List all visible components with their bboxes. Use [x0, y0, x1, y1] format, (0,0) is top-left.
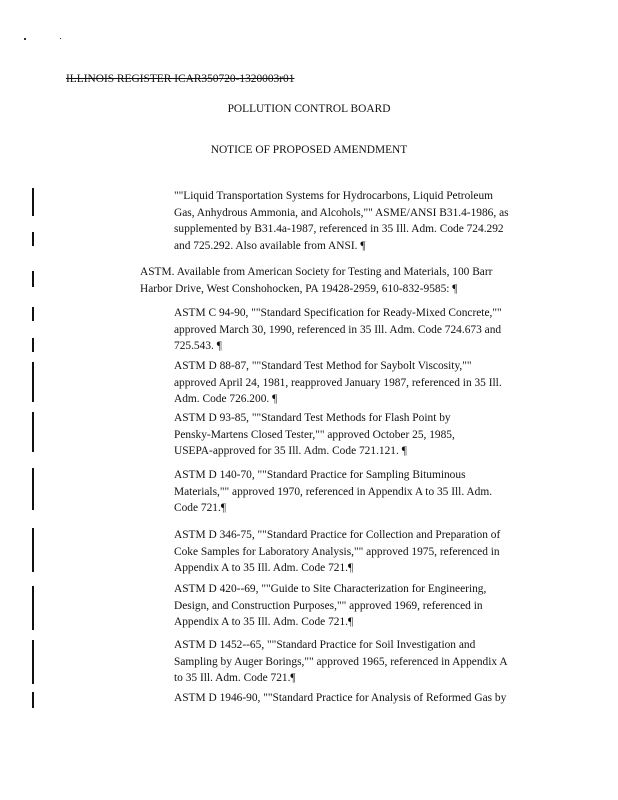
reference-entry-astm-d140 — [174, 467, 492, 517]
change-bar — [32, 412, 34, 452]
entry-line: Appendix A to 35 Ill. Adm. Code 721.¶ — [174, 562, 354, 574]
change-bar — [32, 232, 34, 246]
reference-entry-asme-b31-4 — [174, 188, 509, 254]
change-bar — [32, 338, 34, 352]
entry-line: 725.543. ¶ — [174, 340, 222, 352]
astm-intro-paragraph — [140, 264, 492, 297]
entry-line: ASTM C 94-90, ""Standard Specification for Ready-Mixed Concrete,"" — [174, 307, 502, 319]
change-bar — [32, 586, 34, 630]
entry-line: approved March 30, 1990, referenced in 35 Ill. Adm. Code 724.673 and — [174, 323, 502, 336]
change-bar — [32, 468, 34, 510]
change-bar — [32, 307, 34, 321]
board-title: POLLUTION CONTROL BOARD — [227, 103, 391, 115]
entry-line: supplemented by B31.4a-1987, referenced in 35 Ill. Adm. Code 724.292 — [174, 223, 504, 235]
scan-speck — [24, 38, 26, 40]
reference-entry-astm-d93 — [174, 410, 455, 460]
change-bar — [32, 528, 34, 572]
reference-entry-astm-d420 — [174, 581, 486, 631]
change-bar — [32, 188, 34, 216]
reference-entry-astm-d346 — [174, 527, 500, 577]
entry-line: Code 721.¶ — [174, 502, 226, 514]
change-bar — [32, 271, 34, 287]
entry-line: ASTM D 88-87, ""Standard Test Method for Saybolt Viscosity,"" — [174, 360, 472, 372]
scan-speck — [60, 38, 61, 39]
entry-line: ASTM D 93-85, ""Standard Test Methods for Flash Point by — [174, 412, 451, 424]
entry-line: ASTM D 420--69, ""Guide to Site Characterization for Engineering, — [174, 583, 487, 595]
entry-line: Appendix A to 35 Ill. Adm. Code 721.¶ — [174, 616, 354, 628]
entry-line: ASTM D 1946-90, ""Standard Practice for Analysis of Reformed Gas by — [174, 692, 507, 704]
register-header: ILLINOIS REGISTER ICAR350720-1320003r01 — [66, 73, 295, 85]
change-bar — [32, 692, 34, 708]
entry-line: and 725.292. Also available from ANSI. ¶ — [174, 239, 366, 252]
entry-line: Coke Samples for Laboratory Analysis,"" approved 1975, referenced in — [174, 545, 500, 558]
entry-line: ASTM. Available from American Society for Testing and Materials, 100 Barr — [140, 266, 493, 278]
reference-entry-astm-d1946 — [174, 690, 506, 707]
change-bar — [32, 640, 34, 684]
entry-line: to 35 Ill. Adm. Code 721.¶ — [174, 672, 296, 684]
entry-line: approved April 24, 1981, reapproved January 1987, referenced in 35 Ill. — [174, 376, 502, 389]
entry-line: Design, and Construction Purposes,"" approved 1969, referenced in — [174, 599, 483, 612]
entry-line: Sampling by Auger Borings,"" approved 1965, referenced in Appendix A — [174, 655, 508, 668]
entry-line: Materials,"" approved 1970, referenced in Appendix A to 35 Ill. Adm. — [174, 485, 493, 498]
entry-line: Adm. Code 726.200. ¶ — [174, 393, 278, 405]
entry-line: USEPA-approved for 35 Ill. Adm. Code 721.121. ¶ — [174, 445, 407, 457]
reference-entry-astm-d1452 — [174, 637, 508, 687]
change-bar — [32, 362, 34, 402]
entry-line: ASTM D 1452--65, ""Standard Practice for Soil Investigation and — [174, 639, 476, 651]
entry-line: ""Liquid Transportation Systems for Hydrocarbons, Liquid Petroleum — [174, 190, 494, 202]
entry-line: ASTM D 140-70, ""Standard Practice for Sampling Bituminous — [174, 469, 466, 481]
reference-entry-astm-d88 — [174, 358, 502, 408]
reference-entry-astm-c94 — [174, 305, 502, 355]
entry-line: Gas, Anhydrous Ammonia, and Alcohols,"" ASME/ANSI B31.4-1986, as — [174, 206, 509, 219]
entry-line: Harbor Drive, West Conshohocken, PA 19428-2959, 610-832-9585: ¶ — [140, 282, 458, 295]
entry-line: Pensky-Martens Closed Tester,"" approved October 25, 1985, — [174, 428, 455, 441]
entry-line: ASTM D 346-75, ""Standard Practice for Collection and Preparation of — [174, 529, 501, 541]
notice-title: NOTICE OF PROPOSED AMENDMENT — [210, 144, 408, 156]
